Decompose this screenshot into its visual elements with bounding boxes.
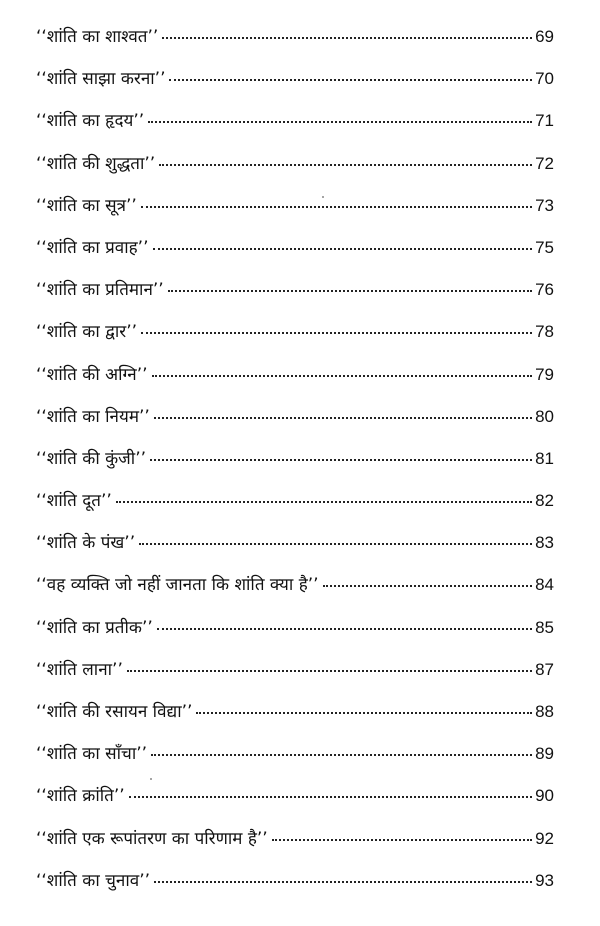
toc-page-number: 85: [535, 617, 554, 637]
toc-entry[interactable]: [36, 323, 554, 365]
dot-leader: [141, 332, 532, 334]
toc-page-number: 70: [535, 69, 554, 89]
toc-entry-title: ‘‘शांति का शाश्वत’’: [36, 27, 159, 47]
toc-entry-title: ‘‘शांति क्रांति’’: [36, 786, 125, 807]
dot-leader: [159, 164, 532, 166]
toc-entry[interactable]: [36, 745, 554, 787]
toc-entry[interactable]: [36, 703, 554, 745]
dot-leader: [323, 585, 533, 587]
toc-entry-title: ‘‘शांति का हृदय’’: [36, 111, 145, 132]
toc-page-number: 71: [535, 111, 554, 131]
paper-speck: [322, 196, 324, 198]
toc-page-number: 75: [535, 237, 554, 257]
dot-leader: [139, 543, 532, 545]
toc-entry-title: ‘‘शांति का सूत्र’’: [36, 195, 137, 216]
toc-entry-title: ‘‘शांति की अग्नि’’: [36, 364, 148, 385]
dot-leader: [116, 501, 532, 503]
toc-entry[interactable]: [36, 534, 554, 576]
toc-page-number: 83: [535, 533, 554, 553]
dot-leader: [272, 839, 532, 841]
toc-page-number: 78: [535, 322, 554, 342]
toc-entry-title: ‘‘शांति का प्रवाह’’: [36, 237, 149, 258]
toc-entry-title: ‘‘शांति लाना’’: [36, 659, 123, 680]
dot-leader: [168, 290, 532, 292]
toc-entry[interactable]: [36, 366, 554, 408]
dot-leader: [162, 37, 532, 39]
toc-entry-title: ‘‘शांति की शुद्धता’’: [36, 153, 156, 174]
toc-entry[interactable]: [36, 155, 554, 197]
toc-page-number: 89: [535, 744, 554, 764]
toc-entry[interactable]: [36, 450, 554, 492]
dot-leader: [154, 881, 532, 883]
toc-page-number: 90: [535, 786, 554, 806]
dot-leader: [153, 248, 533, 250]
toc-page-number: 73: [535, 195, 554, 215]
toc-page-number: 79: [535, 364, 554, 384]
toc-entry-title: ‘‘शांति के पंख’’: [36, 533, 136, 554]
dot-leader: [151, 754, 532, 756]
toc-entry[interactable]: [36, 408, 554, 450]
toc-entry[interactable]: [36, 239, 554, 281]
toc-page-number: 84: [535, 575, 554, 595]
toc-entry[interactable]: [36, 787, 554, 829]
dot-leader: [152, 375, 533, 377]
toc-page-number: 76: [535, 280, 554, 300]
toc-page-number: 82: [535, 491, 554, 511]
toc-entry-title: ‘‘शांति एक रूपांतरण का परिणाम है’’: [36, 828, 268, 849]
dot-leader: [169, 79, 532, 81]
dot-leader: [196, 712, 532, 714]
toc-entry[interactable]: [36, 281, 554, 323]
toc-entry-title: ‘‘शांति का नियम’’: [36, 406, 150, 427]
toc-entry[interactable]: [36, 197, 554, 239]
toc-entry-title: ‘‘शांति की रसायन विद्या’’: [36, 702, 193, 722]
toc-page-number: 81: [535, 448, 554, 468]
dot-leader: [129, 796, 532, 798]
toc-page-number: 88: [535, 702, 554, 721]
table-of-contents: [36, 28, 554, 914]
toc-entry-title: ‘‘शांति का द्वार’’: [36, 322, 138, 343]
toc-entry[interactable]: [36, 28, 554, 70]
toc-entry[interactable]: [36, 112, 554, 154]
dot-leader: [154, 417, 532, 419]
toc-page-number: 80: [535, 406, 554, 426]
dot-leader: [148, 121, 532, 123]
toc-entry-title: ‘‘शांति का साँचा’’: [36, 744, 148, 765]
dot-leader: [157, 628, 532, 630]
toc-entry[interactable]: [36, 661, 554, 703]
toc-page-number: 93: [535, 870, 554, 890]
dot-leader: [150, 459, 532, 461]
toc-page-number: 87: [535, 659, 554, 679]
toc-entry-title: ‘‘शांति का प्रतिमान’’: [36, 280, 164, 301]
toc-entry-title: ‘‘शांति दूत’’: [36, 491, 112, 512]
toc-entry-title: ‘‘शांति का प्रतीक’’: [36, 617, 153, 638]
dot-leader: [127, 670, 532, 672]
toc-entry[interactable]: [36, 872, 554, 914]
toc-page-number: 92: [535, 828, 554, 848]
dot-leader: [141, 206, 532, 208]
toc-entry[interactable]: [36, 492, 554, 534]
toc-page-number: 69: [535, 27, 554, 46]
toc-entry-title: ‘‘वह व्यक्ति जो नहीं जानता कि शांति क्या है’’: [36, 575, 319, 596]
toc-entry-title: ‘‘शांति साझा करना’’: [36, 69, 166, 90]
toc-entry[interactable]: [36, 70, 554, 112]
toc-entry[interactable]: [36, 619, 554, 661]
toc-entry-title: ‘‘शांति का चुनाव’’: [36, 870, 151, 891]
toc-entry[interactable]: [36, 830, 554, 872]
toc-entry-title: ‘‘शांति की कुंजी’’: [36, 448, 147, 469]
toc-page-number: 72: [535, 153, 554, 173]
paper-speck: [150, 778, 152, 780]
toc-entry[interactable]: [36, 576, 554, 618]
